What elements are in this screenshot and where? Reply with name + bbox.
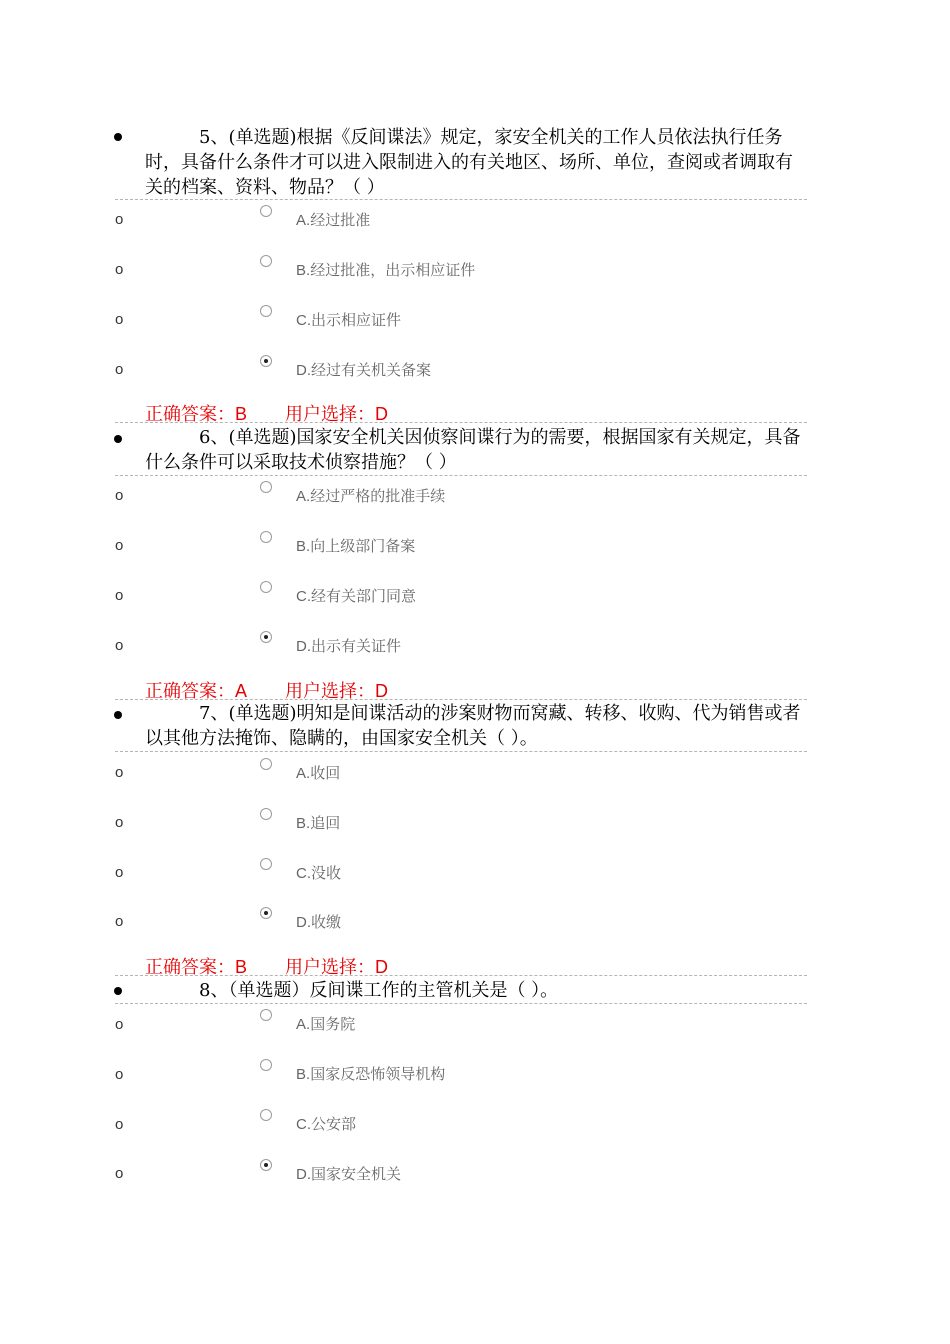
radio-button-selected[interactable] bbox=[260, 631, 272, 643]
question-number: 5 bbox=[199, 127, 211, 148]
question-body: 、（单选题）反间谍工作的主管机关是（ ）。 bbox=[210, 980, 559, 1001]
radio-button[interactable] bbox=[260, 1009, 272, 1021]
correct-answer-label: 正确答案： bbox=[145, 681, 235, 702]
option-marker: o bbox=[115, 587, 124, 604]
question-text bbox=[145, 425, 807, 475]
question-body: 、(单选题)国家安全机关因侦察间谍行为的需要，根据国家有关规定，具备什么条件可以采取技术侦察措施？（ ） bbox=[145, 427, 801, 473]
list-bullet bbox=[114, 987, 122, 995]
option-label: C.没收 bbox=[296, 864, 342, 882]
user-choice-label: 用户选择： bbox=[285, 404, 376, 425]
option-marker: o bbox=[115, 487, 124, 504]
radio-button[interactable] bbox=[260, 858, 272, 870]
option-marker: o bbox=[115, 537, 124, 554]
user-choice-label: 用户选择： bbox=[285, 957, 376, 978]
question-body: 、(单选题)明知是间谍活动的涉案财物而窝藏、转移、收购、代为销售或者以其他方法掩饰、隐瞒的，由国家安全机关（ ）。 bbox=[145, 703, 801, 749]
option-label: D.出示有关证件 bbox=[296, 637, 402, 655]
question-text bbox=[145, 701, 807, 751]
question-number: 8 bbox=[199, 980, 211, 1001]
option-marker: o bbox=[115, 1066, 124, 1083]
option-label: C.公安部 bbox=[296, 1115, 357, 1133]
option-marker: o bbox=[115, 1165, 124, 1182]
option-marker: o bbox=[115, 211, 124, 228]
option-marker: o bbox=[115, 814, 124, 831]
option-label: B.经过批准，出示相应证件 bbox=[296, 261, 476, 279]
list-bullet bbox=[114, 711, 122, 719]
question-number: 6 bbox=[199, 427, 211, 448]
radio-button[interactable] bbox=[260, 758, 272, 770]
radio-button[interactable] bbox=[260, 305, 272, 317]
option-label: B.国家反恐怖领导机构 bbox=[296, 1065, 446, 1083]
option-marker: o bbox=[115, 637, 124, 654]
option-marker: o bbox=[115, 311, 124, 328]
user-choice-value: D bbox=[375, 404, 389, 424]
divider bbox=[115, 975, 807, 976]
divider bbox=[115, 751, 807, 752]
option-marker: o bbox=[115, 764, 124, 781]
list-bullet bbox=[114, 435, 122, 443]
radio-button[interactable] bbox=[260, 581, 272, 593]
correct-answer-label: 正确答案： bbox=[145, 404, 235, 425]
option-label: A.经过严格的批准手续 bbox=[296, 487, 446, 505]
option-marker: o bbox=[115, 913, 124, 930]
radio-button[interactable] bbox=[260, 1059, 272, 1071]
divider bbox=[115, 1003, 807, 1004]
user-choice-value: D bbox=[375, 957, 389, 977]
correct-answer-label: 正确答案： bbox=[145, 957, 235, 978]
option-marker: o bbox=[115, 864, 124, 881]
user-choice-label: 用户选择： bbox=[285, 681, 376, 702]
option-marker: o bbox=[115, 1016, 124, 1033]
option-marker: o bbox=[115, 361, 124, 378]
option-label: B.向上级部门备案 bbox=[296, 537, 416, 555]
question-number: 7 bbox=[199, 703, 211, 724]
option-label: D.经过有关机关备案 bbox=[296, 361, 432, 379]
option-label: A.国务院 bbox=[296, 1015, 356, 1033]
option-label: C.出示相应证件 bbox=[296, 311, 402, 329]
question-body: 、(单选题)根据《反间谍法》规定，家安全机关的工作人员依法执行任务时，具备什么条件才可以进入限制进入的有关地区、场所、单位，查阅或者调取有关的档案、资料、物品？（ ） bbox=[145, 127, 793, 198]
option-label: A.经过批准 bbox=[296, 211, 371, 229]
option-label: A.收回 bbox=[296, 764, 341, 782]
radio-button[interactable] bbox=[260, 531, 272, 543]
option-label: D.国家安全机关 bbox=[296, 1165, 402, 1183]
correct-answer-value: B bbox=[235, 404, 248, 424]
option-marker: o bbox=[115, 1116, 124, 1133]
user-choice-value: D bbox=[375, 681, 389, 701]
radio-button-selected[interactable] bbox=[260, 907, 272, 919]
question-text bbox=[145, 978, 807, 1003]
list-bullet bbox=[114, 133, 122, 141]
option-label: B.追回 bbox=[296, 814, 341, 832]
correct-answer-value: B bbox=[235, 957, 248, 977]
divider bbox=[115, 699, 807, 700]
option-label: D.收缴 bbox=[296, 913, 342, 931]
divider bbox=[115, 475, 807, 476]
radio-button[interactable] bbox=[260, 481, 272, 493]
radio-button-selected[interactable] bbox=[260, 355, 272, 367]
radio-button[interactable] bbox=[260, 255, 272, 267]
divider bbox=[115, 422, 807, 423]
option-label: C.经有关部门同意 bbox=[296, 587, 417, 605]
radio-button[interactable] bbox=[260, 808, 272, 820]
radio-button[interactable] bbox=[260, 205, 272, 217]
question-text bbox=[145, 125, 807, 200]
radio-button[interactable] bbox=[260, 1109, 272, 1121]
radio-button-selected[interactable] bbox=[260, 1159, 272, 1171]
option-marker: o bbox=[115, 261, 124, 278]
divider bbox=[115, 199, 807, 200]
correct-answer-value: A bbox=[235, 681, 248, 701]
